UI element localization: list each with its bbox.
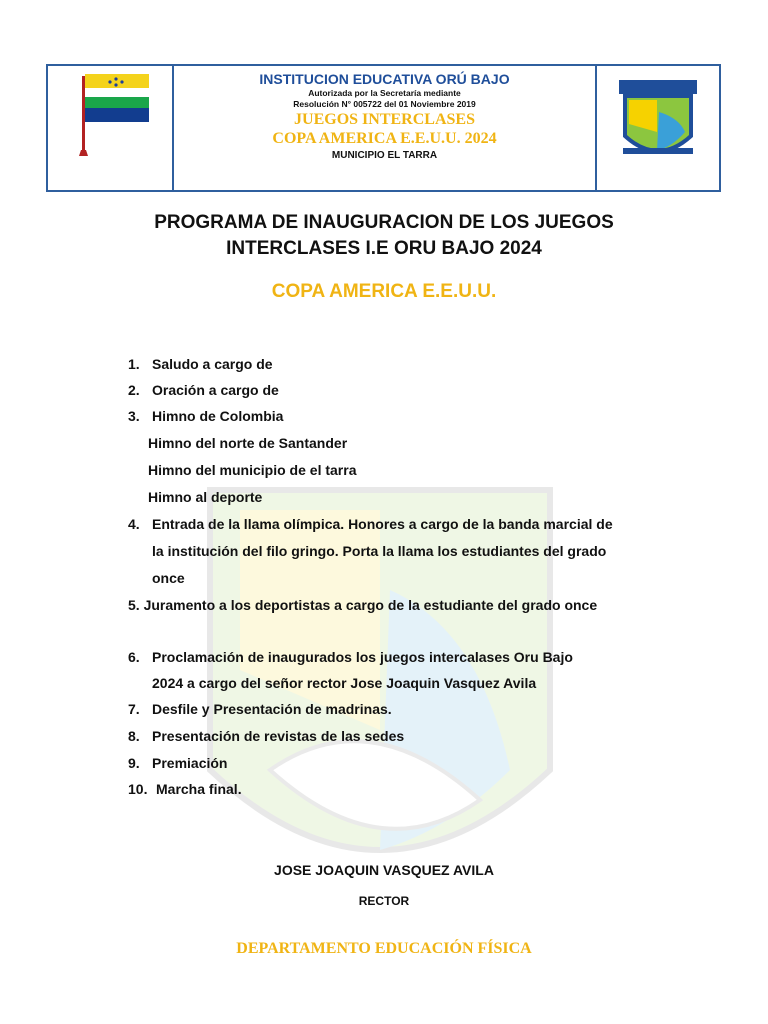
- resolution-line: Resolución N° 005722 del 01 Noviembre 2019: [293, 99, 476, 109]
- signature-role: RECTOR: [358, 894, 410, 908]
- list-item: 8. Presentación de revistas de las sedes: [128, 728, 405, 744]
- flag-cell: [48, 66, 174, 190]
- school-crest-icon: [597, 66, 719, 190]
- letterhead: [46, 64, 721, 192]
- authorization-line: Autorizada por la Secretaría mediante: [308, 88, 461, 98]
- list-item: 6. Proclamación de inaugurados los juegos intercalases Oru Bajo: [128, 649, 573, 665]
- list-item: 2024 a cargo del señor rector Jose Joaquin Vasquez Avila: [152, 675, 537, 691]
- list-item: 2. Oración a cargo de: [128, 382, 279, 398]
- title-line-1: PROGRAMA DE INAUGURACION DE LOS JUEGOS: [154, 212, 614, 233]
- list-item: Himno del norte de Santander: [148, 435, 348, 451]
- list-item: 9. Premiación: [128, 755, 228, 771]
- list-item: 3. Himno de Colombia: [128, 408, 284, 424]
- page-title: [60, 210, 708, 262]
- list-item: 1. Saludo a cargo de: [128, 356, 273, 372]
- institution-name: INSTITUCION EDUCATIVA ORÚ BAJO: [259, 71, 510, 87]
- list-item: 4. Entrada de la llama olímpica. Honores a cargo de la banda marcial de: [128, 516, 613, 532]
- list-item: 5. Juramento a los deportistas a cargo de la estudiante del grado once: [128, 597, 598, 613]
- list-item: 10. Marcha final.: [128, 781, 242, 797]
- page-subtitle: COPA AMERICA E.E.U.U.: [271, 281, 497, 302]
- signature-name: JOSE JOAQUIN VASQUEZ AVILA: [274, 862, 494, 878]
- list-item: 7. Desfile y Presentación de madrinas.: [128, 701, 392, 717]
- department-footer: DEPARTAMENTO EDUCACIÓN FÍSICA: [236, 940, 532, 957]
- letterhead-text: [174, 66, 595, 190]
- municipality: MUNICIPIO EL TARRA: [331, 150, 438, 161]
- title-line-2: INTERCLASES I.E ORU BAJO 2024: [226, 238, 542, 259]
- list-item: la institución del filo gringo. Porta la llama los estudiantes del grado: [152, 543, 607, 559]
- crest-cell: [595, 66, 719, 190]
- event-edition: COPA AMERICA E.E.U.U. 2024: [272, 130, 497, 147]
- event-name: JUEGOS INTERCLASES: [294, 111, 475, 128]
- list-item: once: [152, 570, 185, 586]
- flag-icon: [48, 66, 172, 190]
- list-item: Himno al deporte: [148, 489, 263, 505]
- list-item: Himno del municipio de el tarra: [148, 462, 357, 478]
